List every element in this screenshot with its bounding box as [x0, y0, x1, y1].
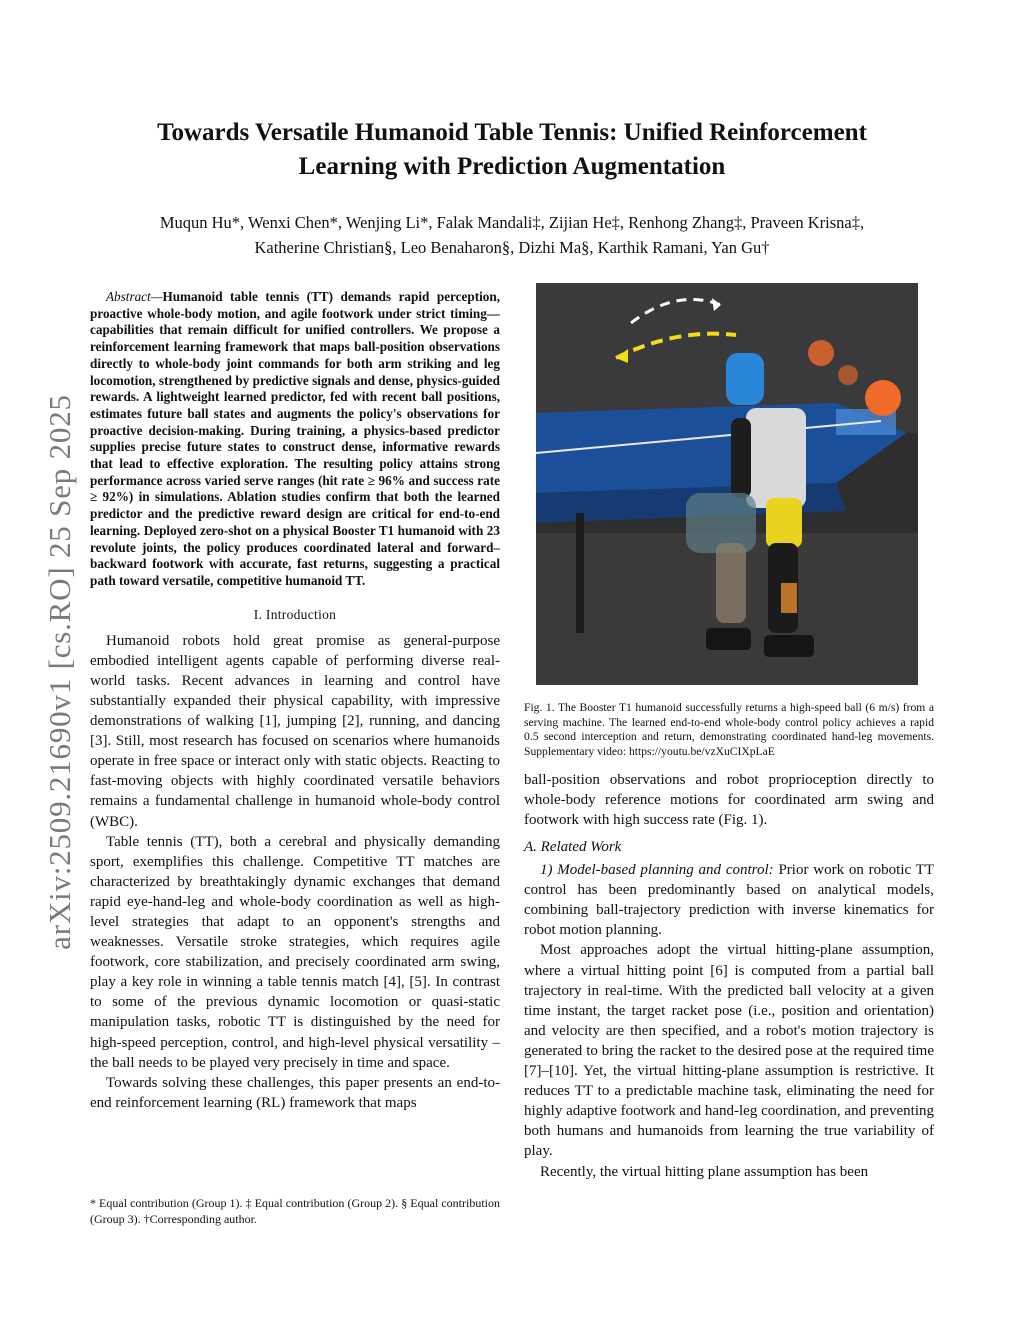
robot-head [726, 353, 764, 405]
table-leg-left [576, 513, 584, 633]
paragraph-continuation: ball-position observations and robot proprioception directly to whole-body reference motions for coordinated arm swing and footwork with high success rate (Fig. 1). [524, 771, 934, 828]
robot-foot-right [764, 635, 814, 657]
abstract: Abstract—Humanoid table tennis (TT) demands rapid perception, proactive whole-body motion, and agile footwork under strict timing—capabilities that remain difficult for unified controllers. We propose a reinforcement learning framework that maps ball-position observations directly to whole-body joint commands for both arm striking and leg locomotion, strengthened by predictive signals and dense, physics-guided rewards. A lightweight learned predictor, fed with recent ball positions, estimates future ball states and augments the policy's observations for proactive decision-making. During training, a physics-based predictor supplies precise future states to construct dense, informative rewards that lead to effective exploration. The resulting policy attains strong performance across varied serve ranges (hit rate ≥ 96% and success rate ≥ 92%) in simulations. Ablation studies confirm that both the learned predictor and the predictive reward design are critical for end-to-end learning. Deployed zero-shot on a physical Booster T1 humanoid with 23 revolute joints, the policy produces coordinated lateral and forward–backward footwork with accurate, fast returns, suggesting a practical path toward versatile, competitive humanoid TT. [90, 289, 500, 588]
title-line-2: Learning with Prediction Augmentation [298, 153, 726, 180]
racket-blur [808, 340, 834, 366]
paragraph-recently: Recently, the virtual hitting plane assumption has been [540, 1163, 869, 1180]
intro-paragraph-2: Table tennis (TT), both a cerebral and physically demanding sport, exemplifies this challenge. Competitive TT matches are characterized by breathtakingly dynamic exchanges that demand rapid eye-hand-leg and whole-body coordination as well as high-level strategies that adapt to an opponent's strengths and weaknesses. Versatile stroke strategies, which requires agile footwork, core stabilization, and precisely coordinated arm swing, play a key role in winning a table tennis match [4], [5]. In contrast to some of the previous dynamic locomotion or quasi-static manipulation tasks, robotic TT is distinguished by the need for high-speed perception, control, and high-level physical versatility – the ball needs to be played very precisely in time and space. [90, 833, 500, 1071]
subsection-related-work: A. Related Work [524, 839, 622, 856]
author-list [100, 210, 924, 260]
title-line-1: Towards Versatile Humanoid Table Tennis: Unified Reinforcement [157, 119, 867, 146]
paper-title [100, 116, 924, 184]
right-column [524, 283, 934, 1182]
intro-paragraph-1: Humanoid robots hold great promise as general-purpose embodied intelligent agents capable of performing diverse real-world tasks. Recent advances in learning and control have substantially expanded their physical capability, with impressive demonstrations of walking [1], jumping [2], running, and dancing [3]. Still, most research has focused on scenarios where humanoids operate in free space or interact only with static objects. Reacting to fast-moving objects with highly coordinated versatile behaviors remains a fundamental challenge in humanoid whole-body control (WBC). [90, 632, 500, 830]
robot-hip-yellow [766, 498, 802, 548]
paragraph-most-approaches: Most approaches adopt the virtual hitting-plane assumption, where a virtual hitting point [6] is computed from a partial ball trajectory in real-time. With the predicted ball velocity at a given time instant, the target racket pose (i.e., position and orientation) and velocity are then specified, and a robot's motion trajectory is generated to bring the racket to the desired pose at the required time [7]–[10]. Yet, the virtual hitting-plane assumption is restrictive. It reduces TT to a predictable machine task, eliminating the need for highly adaptive footwork and hand-leg coordination, and preventing both humans and humanoids from learning the true variability of play. [524, 942, 934, 1160]
paragraph-heading: 1) Model-based planning and control: [540, 862, 774, 879]
authors-line-1: Muqun Hu*, Wenxi Chen*, Wenjing Li*, Falak Mandali‡, Zijian He‡, Renhong Zhang‡, Praveen Krisna‡, [159, 213, 865, 232]
section-heading-introduction: I. Introduction [253, 606, 337, 622]
robot-torso [746, 408, 806, 508]
abstract-text: Humanoid table tennis (TT) demands rapid perception, proactive whole-body motion, and agile footwork under strict timing—capabilities that remain difficult for unified controllers. We propose a reinforcement learning framework that maps ball-position observations directly to whole-body joint commands for both arm striking and leg locomotion, strengthened by predictive signals and dense, physics-guided rewards. A lightweight learned predictor, fed with recent ball positions, estimates future ball states and augments the policy's observations for proactive decision-making. During training, a physics-based predictor supplies precise future states to construct dense, informative rewards that lead to effective exploration. The resulting policy attains strong performance across varied serve ranges (hit rate ≥ 96% and success rate ≥ 92%) in simulations. Ablation studies confirm that both the learned predictor and the predictive reward design are critical for end-to-end learning. Deployed zero-shot on a physical Booster T1 humanoid with 23 revolute joints, the policy produces coordinated lateral and forward–backward footwork with accurate, fast returns, suggesting a practical path toward versatile, competitive humanoid TT. [90, 289, 500, 588]
robot-arm [731, 418, 751, 498]
footnote: * Equal contribution (Group 1). ‡ Equal contribution (Group 2). § Equal contribution (Group 3). †Corresponding author. [90, 1196, 500, 1226]
robot-knee-accent [781, 583, 797, 613]
figure-robot-photo [536, 283, 918, 685]
left-column [90, 289, 500, 1113]
racket-head [865, 380, 901, 416]
figure-caption: Fig. 1. The Booster T1 humanoid successfully returns a high-speed ball (6 m/s) from a serving machine. The learned end-to-end whole-body control policy achieves a rapid 0.5 second interception and return, demonstrating coordinated hand-leg movements. Supplementary video: https://youtu.be/vzXuCIXpLaE [524, 701, 934, 759]
abstract-label: Abstract [106, 289, 151, 304]
paragraph-model-based-text: Prior work on robotic TT control has been predominantly based on analytical models, combining ball-trajectory prediction with inverse kinematics for robot motion planning. [524, 862, 935, 939]
robot-foot-left [706, 628, 751, 650]
ball-blur [838, 365, 858, 385]
arxiv-identifier: arXiv:2509.21690v1 [cs.RO] 25 Sep 2025 [42, 394, 77, 950]
paragraph-model-based [524, 860, 934, 940]
robot-leg-left [716, 543, 746, 623]
intro-paragraph-3: Towards solving these challenges, this paper presents an end-to-end reinforcement learning (RL) framework that maps [90, 1074, 500, 1111]
authors-line-2: Katherine Christian§, Leo Benaharon§, Dizhi Ma§, Karthik Ramani, Yan Gu† [254, 238, 770, 257]
